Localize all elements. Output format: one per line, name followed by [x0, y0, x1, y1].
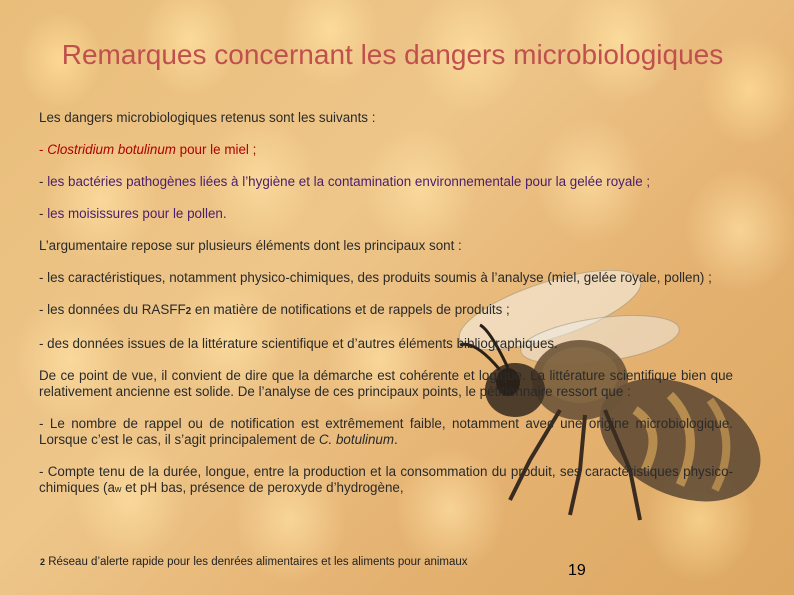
water-activity-subscript: w: [114, 484, 122, 494]
argument-item-rasff-after: en matière de notifications et de rappels de produits ;: [191, 302, 510, 317]
point-shelf-life-end: et pH bas, présence de peroxyde d’hydrogène,: [121, 480, 404, 495]
footnote-ref: 2: [185, 306, 192, 317]
point-recalls-end: .: [394, 432, 398, 447]
danger-item-pollen-prefix: -: [39, 206, 48, 221]
argument-item-rasff-before: - les données du RASFF: [39, 302, 186, 317]
argument-item-literature: - des données issues de la littérature scientifique et d’autres éléments bibliographiques.: [39, 336, 558, 351]
danger-item-honey-organism: Clostridium botulinum: [47, 142, 176, 157]
danger-item-honey: [39, 142, 733, 158]
intro-text: Les dangers microbiologiques retenus sont les suivants :: [39, 110, 376, 125]
point-recalls: [39, 416, 733, 448]
slide-title: Remarques concernant les dangers microbiologiques: [61, 39, 724, 70]
page-number: 19: [568, 562, 586, 579]
point-shelf-life-text: - Compte tenu de la durée, longue, entre la production et la consommation du produit, ses caractéristiques physico-chimiques (a: [39, 464, 733, 495]
footnote: [40, 556, 468, 568]
danger-item-honey-prefix: -: [39, 142, 48, 157]
slide-content: [39, 110, 733, 513]
danger-item-pollen: [39, 206, 733, 222]
footnote-number: 2: [40, 557, 46, 567]
danger-item-royal-jelly-prefix: -: [39, 174, 48, 189]
point-recalls-text: - Le nombre de rappel ou de notification est extrêmement faible, notamment avec une origine microbiologique. Lorsque c’est le cas, il s’agit principalement de: [39, 416, 733, 447]
danger-item-honey-suffix: pour le miel ;: [175, 142, 257, 157]
argument-item-characteristics: - les caractéristiques, notamment physico-chimiques, des produits soumis à l’analyse (miel, gelée royale, pollen) ;: [39, 270, 712, 285]
argument-intro: L’argumentaire repose sur plusieurs éléments dont les principaux sont :: [39, 238, 462, 253]
point-shelf-life: [39, 464, 733, 497]
argument-item-rasff: [39, 302, 733, 320]
danger-item-pollen-text: les moisissures pour le pollen.: [47, 206, 227, 221]
danger-item-royal-jelly-text: les bactéries pathogènes liées à l’hygiène et la contamination environnementale pour la gelée royale ;: [47, 174, 651, 189]
assessment-paragraph: De ce point de vue, il convient de dire que la démarche est cohérente et logique. La littérature scientifique bien que relativement ancienne est solide. De l’analyse de ces principaux points, le pétitionnaire ressort que :: [39, 368, 733, 399]
footnote-text: Réseau d’alerte rapide pour les denrées alimentaires et les aliments pour animaux: [45, 556, 468, 568]
point-recalls-organism: C. botulinum: [318, 432, 395, 447]
danger-item-royal-jelly: [39, 174, 733, 190]
